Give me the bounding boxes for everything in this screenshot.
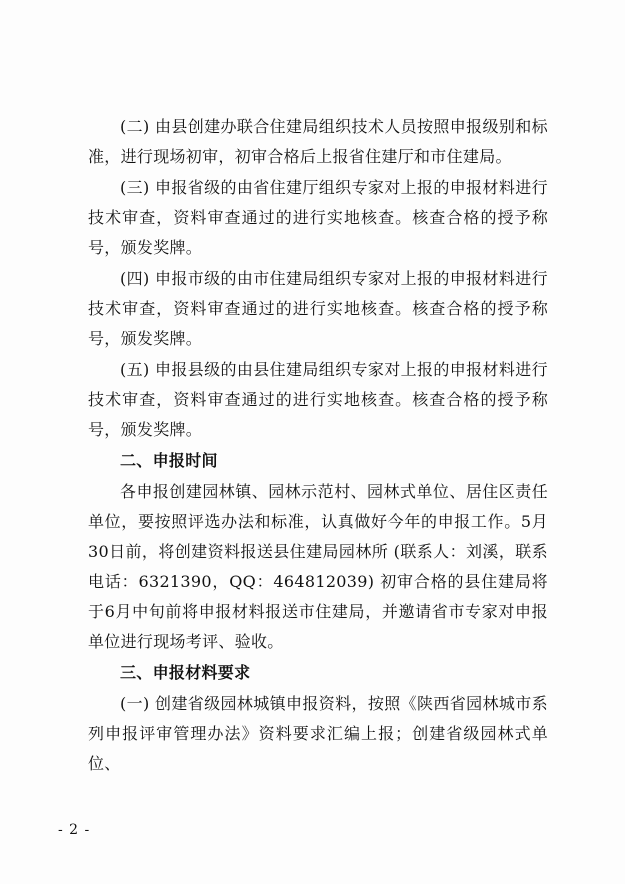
paragraph-application-time: 各申报创建园林镇、园林示范村、园林式单位、居住区责任单位，要按照评选办法和标准，认真做好今年的申报工作。5月30日前，将创建资料报送县住建局园林所 (联系人：刘溪，联系电话：6321390，QQ：464812039) 初审合格的县住建局将于6月中旬前将申报材料报送市住建局，并邀请省市专家对申报单位进行现场考评、验收。 <box>88 482 548 651</box>
section-heading-material-requirements: 三、申报材料要求 <box>120 663 251 682</box>
paragraph-2-3: (三) 申报省级的由省住建厅组织专家对上报的申报材料进行技术审查，资料审查通过的进行实地核查。核查合格的授予称号，颁发奖牌。 <box>88 178 548 257</box>
paragraph-2-4: (四) 申报市级的由市住建局组织专家对上报的申报材料进行技术审查，资料审查通过的进行实地核查。核查合格的授予称号，颁发奖牌。 <box>88 269 548 348</box>
document-body <box>88 112 548 780</box>
page-number: - 2 - <box>58 822 91 838</box>
paragraph-2-2: (二) 由县创建办联合住建局组织技术人员按照申报级别和标准，进行现场初审，初审合格后上报省住建厅和市住建局。 <box>88 117 548 166</box>
paragraph-3-1: (一) 创建省级园林城镇申报资料，按照《陕西省园林城市系列申报评审管理办法》资料要求汇编上报；创建省级园林式单位、 <box>88 694 548 773</box>
paragraph-2-5: (五) 申报县级的由县住建局组织专家对上报的申报材料进行技术审查，资料审查通过的进行实地核查。核查合格的授予称号，颁发奖牌。 <box>88 360 548 439</box>
section-heading-application-time: 二、申报时间 <box>120 451 218 470</box>
